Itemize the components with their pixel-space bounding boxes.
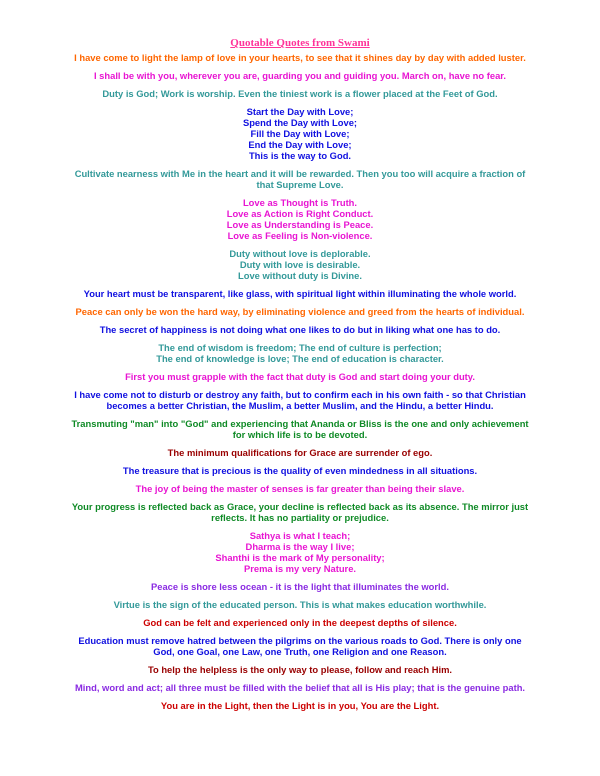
quote-line: God can be felt and experienced only in the deepest depths of silence. [143, 617, 457, 628]
quote-paragraph [70, 617, 530, 628]
quote-paragraph [70, 418, 530, 440]
quote-line: I have come to light the lamp of love in your hearts, to see that it shines day by day with added luster. [74, 52, 526, 63]
quote-line: First you must grapple with the fact that duty is God and start doing your duty. [125, 371, 475, 382]
quote-line: End the Day with Love; [248, 139, 352, 150]
quote-line: Mind, word and act; all three must be filled with the belief that all is His play; that is the genuine path. [74, 682, 526, 693]
quote-line: Your progress is reflected back as Grace, your decline is reflected back as its absence. The mirror just reflects. It has no partiality or prejudice. [71, 501, 529, 523]
quotes-list [70, 52, 530, 711]
quote-line: The minimum qualifications for Grace are surrender of ego. [167, 447, 433, 458]
quote-paragraph [70, 581, 530, 592]
quote-line: The end of wisdom is freedom; The end of culture is perfection; [158, 342, 442, 353]
quote-paragraph [70, 530, 530, 574]
quote-paragraph [70, 700, 530, 711]
quote-line: Dharma is the way I live; [245, 541, 355, 552]
quote-paragraph [70, 465, 530, 476]
quote-paragraph [70, 288, 530, 299]
quote-line: Prema is my very Nature. [243, 563, 357, 574]
quote-paragraph [70, 52, 530, 63]
quote-line: You are in the Light, then the Light is in you, You are the Light. [160, 700, 440, 711]
quote-line: Love as Action is Right Conduct. [226, 208, 374, 219]
quote-line: The treasure that is precious is the quality of even mindedness in all situations. [122, 465, 478, 476]
quote-line: The end of knowledge is love; The end of education is character. [156, 353, 444, 364]
quote-line: Duty with love is desirable. [239, 259, 361, 270]
quote-line: Fill the Day with Love; [250, 128, 350, 139]
quote-paragraph [70, 324, 530, 335]
quote-line: Virtue is the sign of the educated person. This is what makes education worthwhile. [113, 599, 487, 610]
quote-paragraph [70, 88, 530, 99]
quote-paragraph [70, 501, 530, 523]
quote-paragraph [70, 483, 530, 494]
quote-paragraph [70, 635, 530, 657]
quote-line: Shanthi is the mark of My personality; [215, 552, 385, 563]
quote-line: Start the Day with Love; [246, 106, 354, 117]
quote-paragraph [70, 447, 530, 458]
quote-line: Duty without love is deplorable. [229, 248, 371, 259]
quote-line: Peace can only be won the hard way, by eliminating violence and greed from the hearts of individual. [75, 306, 525, 317]
quote-paragraph [70, 106, 530, 161]
quote-line: Love as Understanding is Peace. [226, 219, 374, 230]
quote-line: Sathya is what I teach; [249, 530, 351, 541]
quote-paragraph [70, 248, 530, 281]
quote-line: Love as Thought is Truth. [242, 197, 358, 208]
page-title: Quotable Quotes from Swami [230, 37, 370, 49]
quote-line: Education must remove hatred between the pilgrims on the various roads to God. There is only one God, one Goal, one Law, one Truth, one Religion and one Reason. [78, 635, 522, 657]
quote-line: Your heart must be transparent, like glass, with spiritual light within illuminating the whole world. [83, 288, 517, 299]
quote-line: Peace is shore less ocean - it is the light that illuminates the world. [151, 581, 449, 592]
quote-line: I have come not to disturb or destroy any faith, but to confirm each in his own faith - so that Christian becomes a better Christian, the Muslim, a better Muslim, and the Hindu, a better Hindu. [74, 389, 526, 411]
quote-line: Love without duty is Divine. [238, 270, 362, 281]
quote-paragraph [70, 371, 530, 382]
quote-paragraph [70, 197, 530, 241]
quote-line: Spend the Day with Love; [242, 117, 358, 128]
quote-paragraph [70, 599, 530, 610]
quote-paragraph [70, 389, 530, 411]
quote-line: To help the helpless is the only way to please, follow and reach Him. [147, 664, 453, 675]
quote-line: Duty is God; Work is worship. Even the tiniest work is a flower placed at the Feet of God. [102, 88, 498, 99]
quote-paragraph [70, 342, 530, 364]
quote-line: Transmuting "man" into "God" and experiencing that Ananda or Bliss is the one and only achievement for which life is to be devoted. [71, 418, 529, 440]
quote-paragraph [70, 70, 530, 81]
quote-paragraph [70, 306, 530, 317]
quote-line: Cultivate nearness with Me in the heart and it will be rewarded. Then you too will acquire a fraction of that Supreme Love. [74, 168, 526, 190]
quote-line: The secret of happiness is not doing what one likes to do but in liking what one has to do. [99, 324, 501, 335]
quote-line: This is the way to God. [248, 150, 352, 161]
quote-paragraph [70, 664, 530, 675]
quote-line: The joy of being the master of senses is far greater than being their slave. [135, 483, 465, 494]
quote-line: Love as Feeling is Non-violence. [227, 230, 373, 241]
quote-line: I shall be with you, wherever you are, guarding you and guiding you. March on, have no fear. [93, 70, 507, 81]
quote-paragraph [70, 682, 530, 693]
quote-paragraph [70, 168, 530, 190]
